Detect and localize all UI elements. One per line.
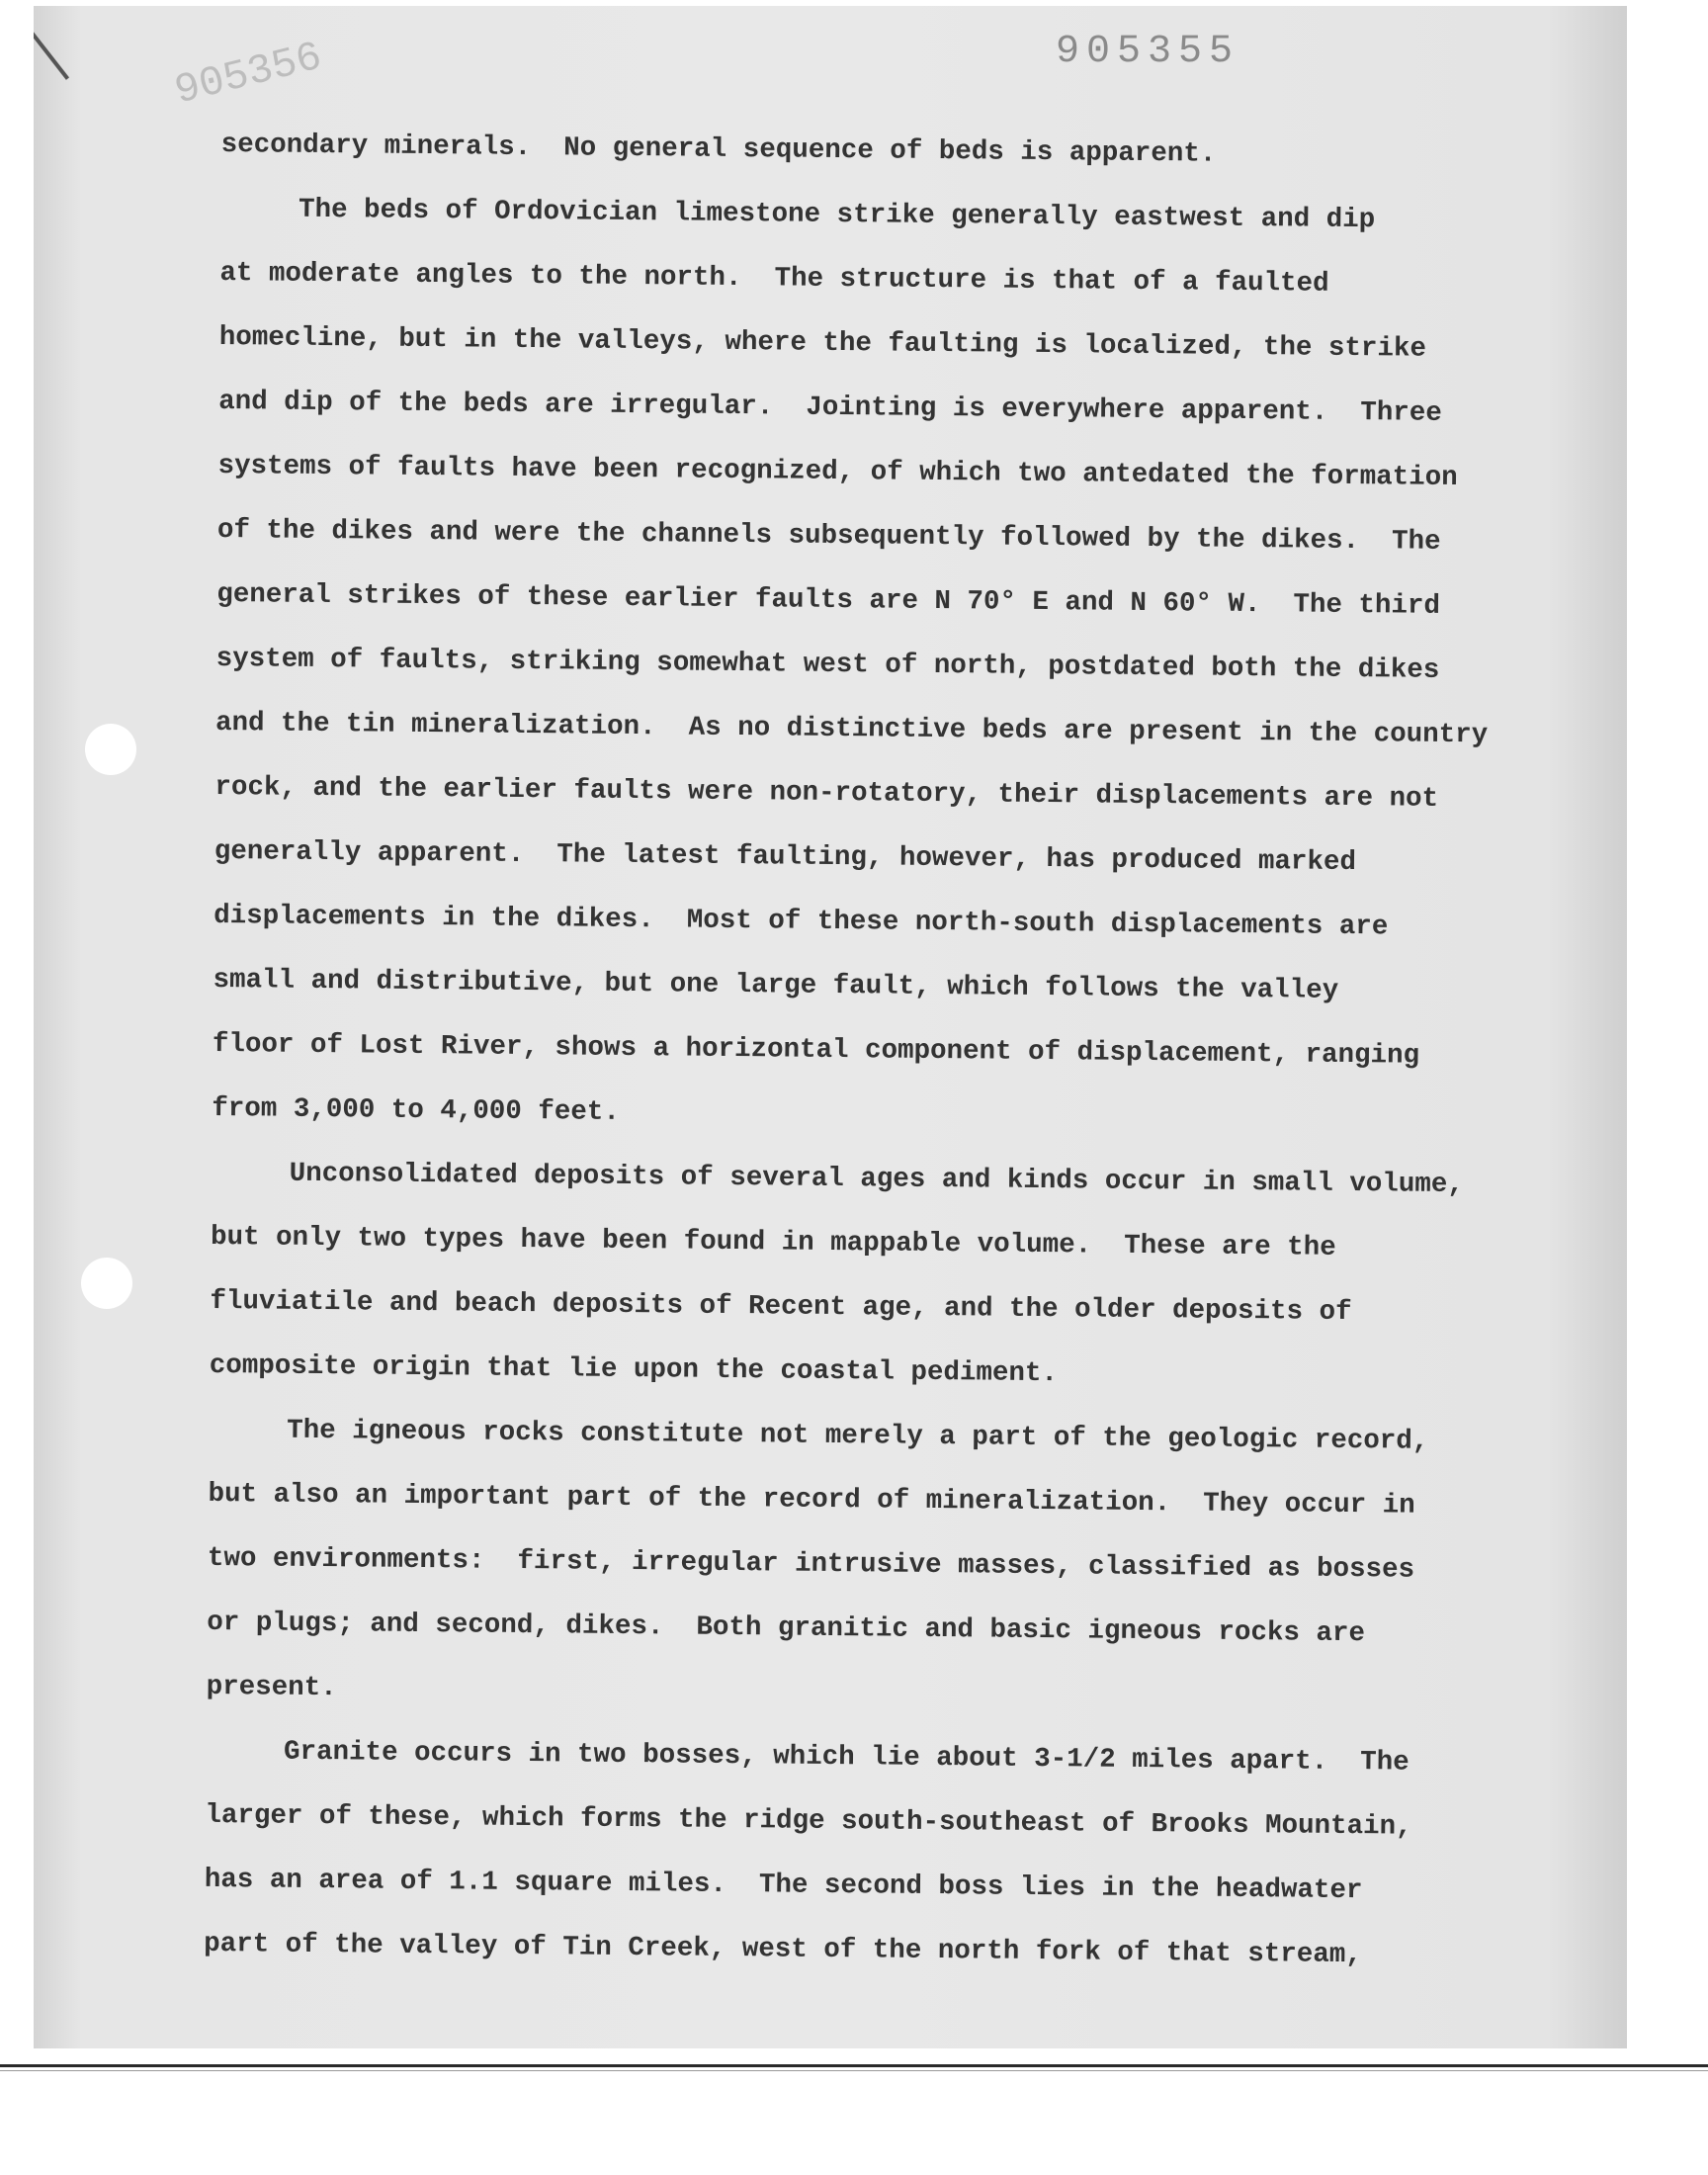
punch-hole-lower xyxy=(81,1258,132,1309)
text-line: but only two types have been found in mappable volume. These are the xyxy=(210,1221,1336,1263)
text-line: generally apparent. The latest faulting, however, has produced marked xyxy=(214,835,1357,879)
text-line: and the tin mineralization. As no distinctive beds are present in the country xyxy=(214,707,1489,751)
text-line: Granite occurs in two bosses, which lie about 3-1/2 miles apart. The xyxy=(283,1736,1409,1779)
text-line: but also an important part of the record of mineralization. They occur in xyxy=(208,1478,1415,1522)
text-line: small and distributive, but one large fault, which follows the valley xyxy=(213,964,1339,1006)
page-number: 905355 xyxy=(1056,30,1240,74)
scan-border-line-thin xyxy=(0,2070,1708,2071)
text-line: and dip of the beds are irregular. Jointing is everywhere apparent. Three xyxy=(218,386,1442,429)
paragraph xyxy=(212,177,1594,1154)
faint-stamp-number: 905356 xyxy=(170,33,327,116)
text-line: of the dikes and were the channels subsequently followed by the dikes. The xyxy=(216,514,1441,558)
text-line: present. xyxy=(206,1671,337,1704)
text-line: The beds of Ordovician limestone strike generally eastwest and dip xyxy=(298,194,1376,236)
text-line: part of the valley of Tin Creek, west of the north fork of that stream, xyxy=(204,1928,1363,1971)
text-line: homecline, but in the valleys, where the faulting is localized, the strike xyxy=(218,321,1427,365)
punch-hole-upper xyxy=(85,724,136,775)
text-line: larger of these, which forms the ridge south-southeast of Brooks Mountain, xyxy=(205,1799,1412,1843)
scanned-page xyxy=(34,6,1627,2048)
paragraph xyxy=(204,1719,1580,1989)
paragraph xyxy=(210,1141,1585,1411)
text-line: The igneous rocks constitute not merely a part of the geologic record, xyxy=(287,1415,1429,1457)
text-line: from 3,000 to 4,000 feet. xyxy=(212,1092,621,1128)
text-line: Unconsolidated deposits of several ages and kinds occur in small volume, xyxy=(289,1158,1464,1201)
scan-border-line xyxy=(0,2064,1708,2067)
text-line: composite origin that lie upon the coastal pediment. xyxy=(209,1349,1059,1390)
text-line: general strikes of these earlier faults are N 70° E and N 60° W. The third xyxy=(216,578,1441,622)
text-line: at moderate angles to the north. The structure is that of a faulted xyxy=(219,257,1329,300)
text-line: fluviatile and beach deposits of Recent age, and the older deposits of xyxy=(210,1285,1352,1329)
corner-staple-mark xyxy=(34,31,69,80)
text-line: two environments: first, irregular intrusive masses, classified as bosses xyxy=(207,1542,1415,1586)
text-line: or plugs; and second, dikes. Both granitic and basic igneous rocks are xyxy=(207,1607,1366,1650)
text-line: systems of faults have been recognized, of which two antedated the formation xyxy=(217,450,1458,494)
text-line: displacements in the dikes. Most of these north-south displacements are xyxy=(214,900,1389,943)
body-text xyxy=(204,113,1595,1989)
text-line: floor of Lost River, shows a horizontal component of displacement, ranging xyxy=(212,1028,1420,1072)
text-line: has an area of 1.1 square miles. The second boss lies in the headwater xyxy=(204,1864,1363,1907)
text-line: rock, and the earlier faults were non-rotatory, their displacements are not xyxy=(214,771,1439,815)
text-line: secondary minerals. No general sequence of beds is apparent. xyxy=(220,129,1217,170)
paragraph xyxy=(206,1398,1582,1732)
text-line: system of faults, striking somewhat west of north, postdated both the dikes xyxy=(215,643,1440,686)
